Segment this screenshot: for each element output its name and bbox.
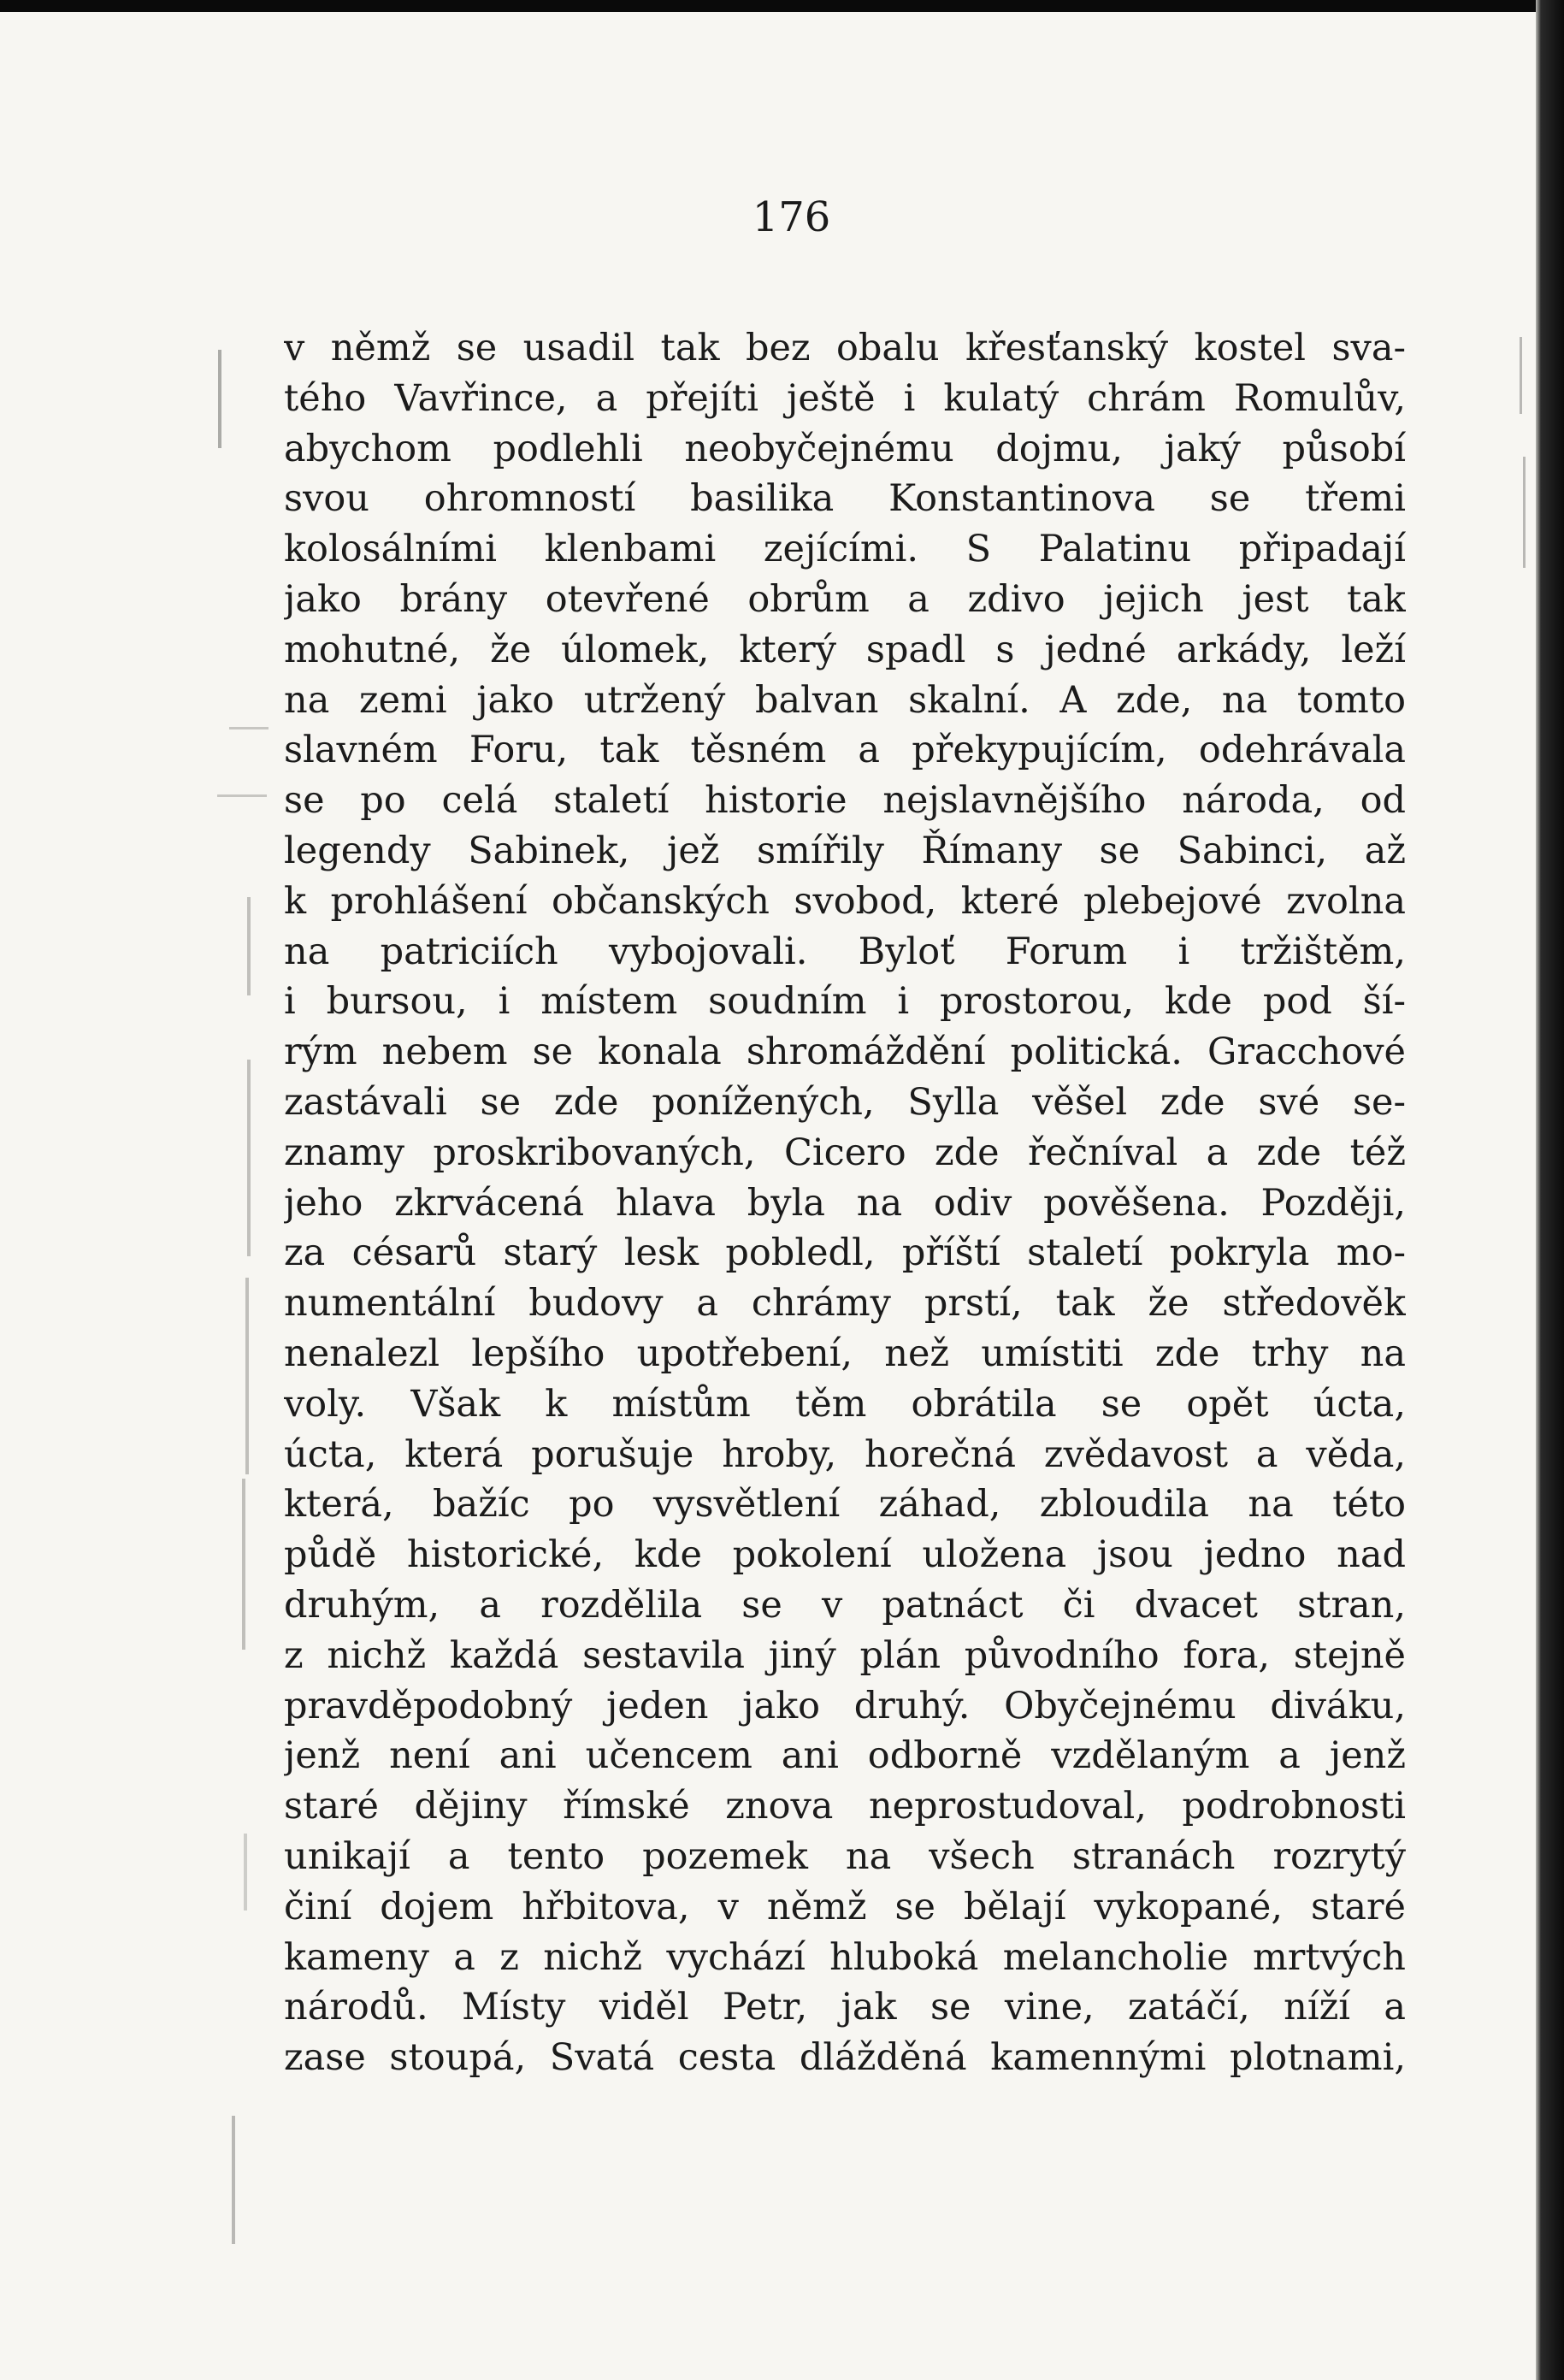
text-line: znamy proskribovaných, Cicero zde řečníval a zde též <box>284 1131 1406 1174</box>
text-line: staré dějiny římské znova neprostudoval, podrobnosti <box>284 1785 1406 1828</box>
text-line: abychom podlehli neobyčejnému dojmu, jaký působí <box>284 427 1406 470</box>
text-line: se po celá staletí historie nejslavnějšího národa, od <box>284 779 1406 823</box>
text-line: úcta, která porušuje hroby, horečná zvědavost a věda, <box>284 1432 1406 1476</box>
margin-mark <box>1520 337 1522 414</box>
text-line: unikají a tento pozemek na všech stranách rozrytý <box>284 1834 1406 1878</box>
margin-mark <box>232 2116 235 2244</box>
text-line: i bursou, i místem soudním i prostorou, kde pod ší- <box>284 980 1406 1024</box>
text-line: národů. Místy viděl Petr, jak se vine, zatáčí, níží a <box>284 1986 1406 2029</box>
scan-edge <box>1536 0 1564 2380</box>
text-line: slavném Foru, tak těsném a překypujícím, odehrávala <box>284 729 1406 772</box>
book-page <box>0 12 1536 2380</box>
text-line: za césarů starý lesk pobledl, příští staletí pokryla mo- <box>284 1231 1406 1275</box>
margin-mark <box>229 727 269 729</box>
margin-mark <box>247 897 251 995</box>
margin-mark <box>245 1278 249 1474</box>
margin-mark <box>244 1834 247 1910</box>
text-line: na patriciích vybojovali. Byloť Forum i tržištěm, <box>284 930 1406 973</box>
text-line: rým nebem se konala shromáždění politická. Gracchové <box>284 1031 1406 1074</box>
text-line: svou ohromností basilika Konstantinova se třemi <box>284 477 1406 521</box>
text-line: voly. Však k místům těm obrátila se opět úcta, <box>284 1382 1406 1426</box>
text-line: kolosálními klenbami zejícími. S Palatinu připadají <box>284 528 1406 571</box>
text-line: na zemi jako utržený balvan skalní. A zde, na tomto <box>284 678 1406 722</box>
text-line: pravděpodobný jeden jako druhý. Obyčejnému diváku, <box>284 1684 1406 1727</box>
text-line: tého Vavřince, a přejíti ještě i kulatý chrám Romulův, <box>284 376 1406 420</box>
page-number: 176 <box>752 193 831 241</box>
text-line: půdě historické, kde pokolení uložena jsou jedno nad <box>284 1533 1406 1577</box>
text-line: k prohlášení občanských svobod, které plebejové zvolna <box>284 879 1406 923</box>
text-line: v němž se usadil tak bez obalu křesťanský kostel sva- <box>284 327 1406 369</box>
margin-mark <box>1523 457 1526 568</box>
text-line: kameny a z nichž vychází hluboká melancholie mrtvých <box>284 1935 1406 1979</box>
text-line: jenž není ani učencem ani odborně vzdělaným a jenž <box>284 1734 1406 1778</box>
text-line: která, bažíc po vysvětlení záhad, zbloudila na této <box>284 1483 1406 1527</box>
text-line: zase stoupá, Svatá cesta dlážděná kamennými plotnami, <box>284 2036 1406 2080</box>
margin-mark <box>247 1060 251 1256</box>
text-line: činí dojem hřbitova, v němž se bělají vykopané, staré <box>284 1885 1406 1928</box>
text-line: jako brány otevřené obrům a zdivo jejich jest tak <box>284 577 1406 621</box>
text-line: legendy Sabinek, jež smířily Římany se Sabinci, až <box>284 829 1406 872</box>
margin-mark <box>217 794 267 797</box>
text-line: jeho zkrvácená hlava byla na odiv pověšena. Později, <box>284 1181 1406 1225</box>
margin-mark <box>218 350 221 448</box>
text-line: druhým, a rozdělila se v patnáct či dvacet stran, <box>284 1583 1406 1627</box>
text-line: numentální budovy a chrámy prstí, tak že středověk <box>284 1282 1406 1326</box>
text-line: zastávali se zde ponížených, Sylla věšel zde své se- <box>284 1080 1406 1124</box>
body-text <box>284 323 1406 2083</box>
text-line: z nichž každá sestavila jiný plán původního fora, stejně <box>284 1633 1406 1677</box>
text-line: nenalezl lepšího upotřebení, než umístiti zde trhy na <box>284 1332 1406 1375</box>
text-line: mohutné, že úlomek, který spadl s jedné arkády, leží <box>284 628 1406 671</box>
margin-mark <box>242 1479 245 1650</box>
